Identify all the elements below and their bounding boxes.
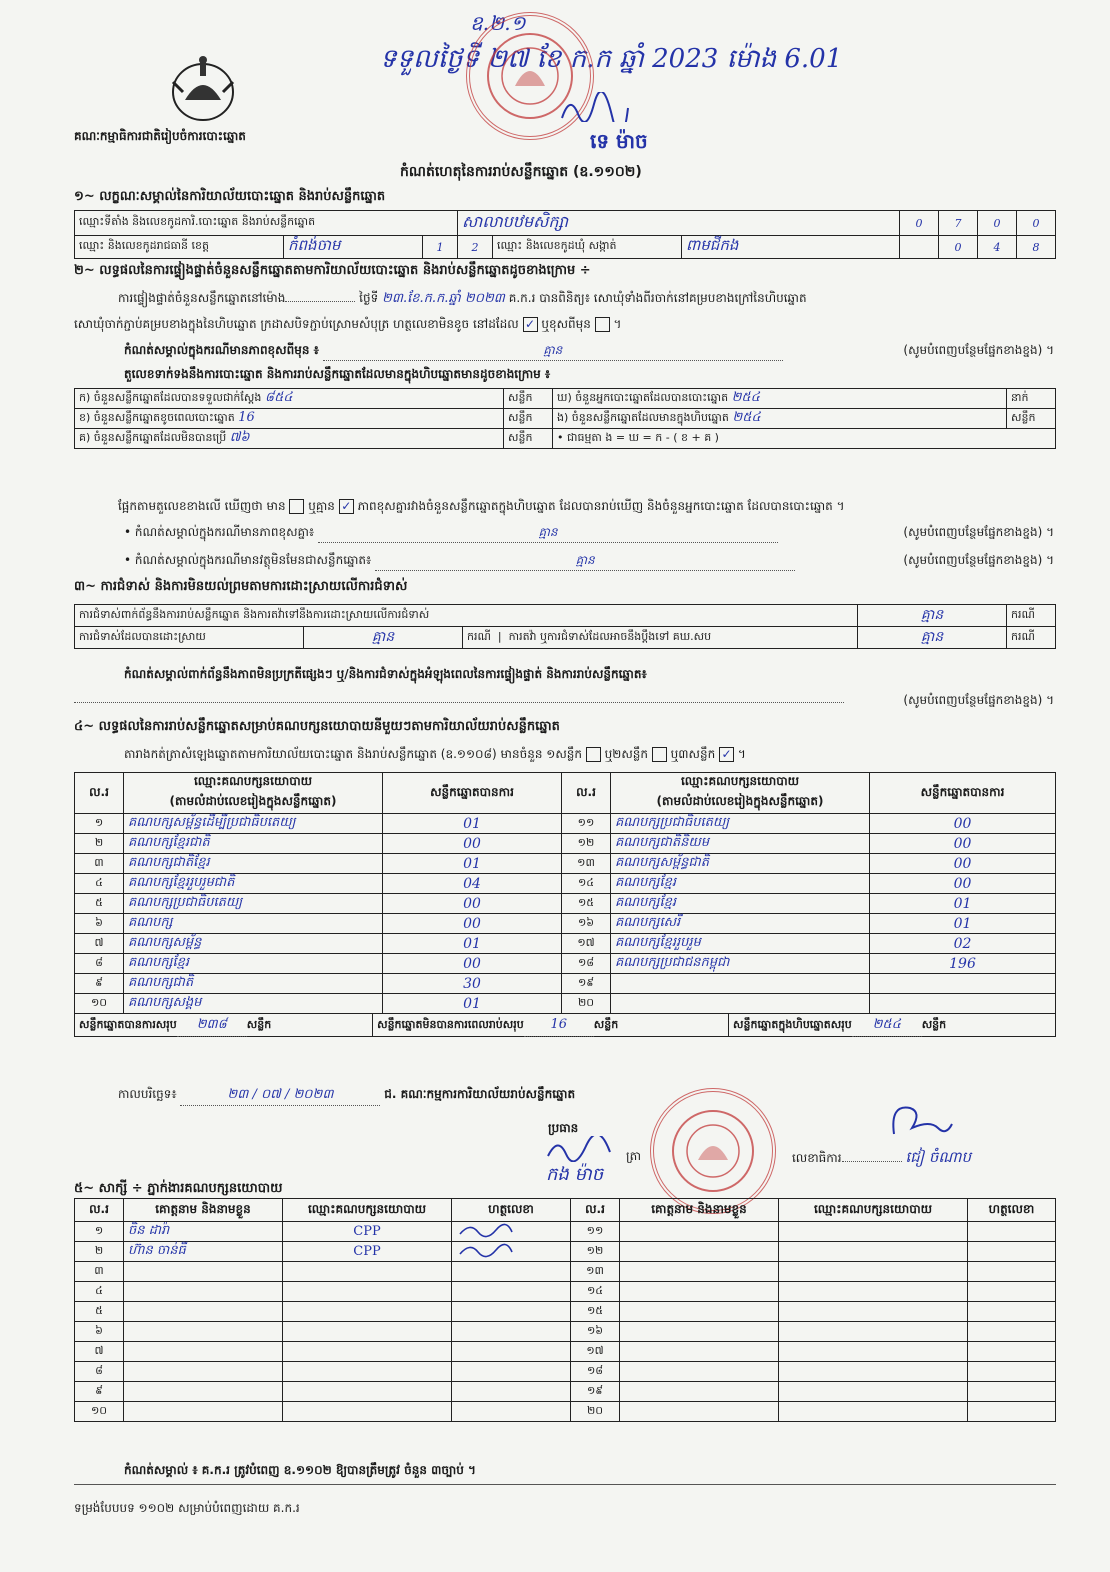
witness-signature [452,1322,571,1342]
witness-party [283,1342,452,1362]
witness-party [779,1302,968,1322]
compare-text-end: ភាពខុសគ្នារវាងចំនួនសន្លឹកឆ្នោតក្នុងហិបឆ្នោត ដែលបានរាប់ឃើញ និងចំនួនអ្នកបោះឆ្នោត ដែលបានបោះឆ្នោត ។ [357,499,845,513]
col-no: ល.រ [571,1199,620,1222]
witness-signature [968,1362,1056,1382]
emblem-icon [163,52,243,126]
witness-row [75,1362,1056,1382]
note2-label: • កំណត់សម្គាល់ក្នុងករណីមានភាពខុសគ្នា៖ [124,525,315,539]
party-name: គណបក្សខ្មែររួបរួម [611,934,870,954]
party-row [75,994,1056,1014]
changed-checkbox[interactable] [595,317,610,332]
witness-signature [452,1402,571,1422]
witness-party [779,1222,968,1242]
count-unit: នាក់ [1007,389,1056,409]
party-name: គណបក្សសម្ព័ន្ធ [124,934,383,954]
witness-signature [452,1382,571,1402]
row-number: ១៥ [571,1302,620,1322]
row-number: ១៦ [571,1322,620,1342]
party-row [75,934,1056,954]
count-unit: សន្លឹក [1007,409,1056,429]
resolved-label: ការជំទាស់ដែលបានដោះស្រាយ [75,627,304,649]
counts-table [74,388,1056,449]
secretary-name: ជៀ ចំណាប [905,1148,971,1166]
col-sign: ហត្ថលេខា [452,1199,571,1222]
party-name: គណបក្សខ្មែរ [611,894,870,914]
witness-name [620,1282,779,1302]
witness-name [620,1342,779,1362]
location-value: សាលាបឋមសិក្សា [458,211,900,236]
fill-hint: (សូមបំពេញបន្ថែមផ្នែកខាងខ្នង) ។ [903,553,1054,567]
party-votes: 01 [383,934,562,954]
row-number: ៣ [75,1262,124,1282]
party-votes: 00 [383,834,562,854]
count-value: ២៥៤ [732,410,761,425]
resolved-unit: ករណី [467,629,491,643]
total-invalid-label: សន្លឹកឆ្នោតមិនបានការពេលរាប់សរុប [377,1018,524,1031]
note2-value: គ្មាន [318,524,778,543]
witness-party [283,1282,452,1302]
party-row [75,954,1056,974]
col-party: ឈ្មោះគណបក្សនយោបាយ [283,1199,452,1222]
col-no: ល.រ [75,773,124,814]
witness-signature [968,1322,1056,1342]
has-difference-checkbox[interactable] [289,499,304,514]
total-valid-unit: សន្លឹក [246,1018,272,1031]
count-label: ង) ចំនួនសន្លឹកឆ្នោតដែលមានក្នុងហិបឆ្នោត [557,411,729,424]
witness-row [75,1302,1056,1322]
location-code-digit: 0 [900,211,939,236]
witness-name [620,1242,779,1262]
party-name: គណបក្សខ្មែរជាតិ [124,834,383,854]
witness-party [779,1402,968,1422]
row-number: ១១ [571,1222,620,1242]
note2 [124,524,1054,543]
chair-label: ប្រធាន [548,1121,579,1135]
party-votes: 01 [383,994,562,1014]
party-votes: 04 [383,874,562,894]
count-unit: សន្លឹក [504,409,553,429]
para2-or: ឬខុសពីមុន [541,317,591,331]
party-votes: 01 [383,814,562,834]
party-row [75,834,1056,854]
count-value: ៨៥៤ [264,390,293,405]
counts-intro: តួលេខទាក់ទងនឹងការបោះឆ្នោត និងការរាប់សន្លឹកឆ្នោតដែលមានក្នុងហិបឆ្នោតមានដូចខាងក្រោម ៖ [124,367,551,381]
col-party-sub: (តាមលំដាប់លេខរៀងក្នុងសន្លឹកឆ្នោត) [611,791,870,814]
row-number: ២០ [571,1402,620,1422]
witness-party [779,1262,968,1282]
party-name: គណបក្សប្រជាធិបតេយ្យ [124,894,383,914]
witness-row [75,1402,1056,1422]
party-votes [870,994,1056,1014]
row-number: ៧ [75,934,124,954]
party-name: គណបក្សជាតិនិយម [611,834,870,854]
row-number: ៤ [75,1282,124,1302]
row-number: ២០ [562,994,611,1014]
sheets-line: តារាងកត់ត្រាសំឡេងឆ្នោតតាមការិយាល័យបោះឆ្នោត និងរាប់សន្លឹកឆ្នោត (ឧ.១១០៨) មានចំនួន ១សន្លឹក ឬ២សន្លឹក ឬ៣សន្លឹក ✓ ។ [124,747,746,761]
party-name: គណបក្សខ្មែរ [124,954,383,974]
para2-text: សោឃុំចាក់ភ្ជាប់គម្របខាងក្នុងនៃហិបឆ្នោត ក្រដាសបិទភ្ជាប់ស្រោមសំបុត្រ ហត្ថលេខាមិនខូច នៅដដែល [74,317,519,331]
location-label: ឈ្មោះទីតាំង និងលេខកូដការិ.បោះឆ្នោត និងរាប់សន្លឹកឆ្នោត [75,211,458,236]
row-number: ១៤ [571,1282,620,1302]
witness-signature [968,1402,1056,1422]
witness-party [779,1342,968,1362]
row-number: ៦ [75,1322,124,1342]
witness-name [620,1362,779,1382]
witness-signature [968,1222,1056,1242]
party-votes: 30 [383,974,562,994]
row-number: ៨ [75,954,124,974]
witness-row [75,1282,1056,1302]
witness-signature [452,1302,571,1322]
party-name: គណបក្សសម្ព័ន្ធជាតិ [611,854,870,874]
witness-party [283,1302,452,1322]
witness-row [75,1382,1056,1402]
row-number: ១៣ [562,854,611,874]
party-votes: 01 [870,894,1056,914]
col-name: គោត្តនាម និងនាមខ្លួន [620,1199,779,1222]
witness-signature [968,1282,1056,1302]
seal-label: ត្រា [626,1149,641,1163]
receiver-name: ទេ ម៉ាច [590,129,648,153]
registry-number: ឧ.២.១ [470,11,526,35]
secretary-line [792,1148,1052,1170]
party-name: គណបក្សជាតិ [124,974,383,994]
row-number: ១៩ [571,1382,620,1402]
party-name: គណបក្សជាតិខ្មែរ [124,854,383,874]
witness-party [779,1382,968,1402]
col-sign: ហត្ថលេខា [968,1199,1056,1222]
commune-code-digit: 4 [978,236,1017,259]
footer-rule [74,1484,1056,1485]
appeal-unit: ករណី [1007,627,1056,649]
party-name: គណបក្ស [124,914,383,934]
party-row [75,914,1056,934]
count-value: ២៥៤ [731,390,760,405]
location-code-digit: 0 [978,211,1017,236]
witness-signature [452,1262,571,1282]
two-sheets-label: ឬ២សន្លឹក [604,747,649,761]
count-value: ៧៦ [229,430,250,445]
col-name: គោត្តនាម និងនាមខ្លួន [124,1199,283,1222]
objection-table [74,604,1056,649]
party-votes: 00 [383,894,562,914]
row-number: ១៥ [562,894,611,914]
witness-name [620,1382,779,1402]
witness-party [283,1262,452,1282]
witness-signature [968,1262,1056,1282]
section1-table [74,210,1056,259]
witness-party [779,1322,968,1342]
location-code-digit: 7 [939,211,978,236]
count-value: 16 [238,410,255,425]
three-sheets-label: ឬ៣សន្លឹក [670,747,716,761]
objection-unit: ករណី [1007,605,1056,627]
row-number: ៤ [75,874,124,894]
witness-signature [452,1222,571,1242]
witness-name [124,1382,283,1402]
party-row [75,854,1056,874]
party-row [75,974,1056,994]
note3-label: • កំណត់សម្គាល់ក្នុងករណីមានវត្ថុមិនមែនជាសន្លឹកឆ្នោត៖ [124,553,372,567]
note3 [124,552,1054,571]
party-votes: 01 [383,854,562,874]
count-label: ក) ចំនួនសន្លឹកឆ្នោតដែលបានទទួលជាក់ស្តែង [79,391,262,404]
witness-name [620,1262,779,1282]
party-name: គណបក្សខ្មែររួបរួមជាតិ [124,874,383,894]
witness-name [124,1262,283,1282]
row-number: ២ [75,1242,124,1262]
row-number: ៦ [75,914,124,934]
section3-note-label: កំណត់សម្គាល់ពាក់ព័ន្ធនឹងភាពមិនប្រក្រតីផ្សេងៗ ឬ/និងការជំទាស់ក្នុងអំឡុងពេលនៃការផ្ទៀងផ្ទាត់ និងការរាប់សន្លឹកឆ្នោត៖ [124,667,647,681]
col-votes: សន្លឹកឆ្នោតបានការ [870,773,1056,814]
row-number: ៥ [75,894,124,914]
row-number: ១ [75,814,124,834]
row-number: ៩ [75,1382,124,1402]
party-name [611,994,870,1014]
no-difference-checkbox[interactable]: ✓ [339,499,354,514]
row-number: ៩ [75,974,124,994]
secretary-signature [886,1098,956,1146]
count-unit: សន្លឹក [504,429,553,449]
row-number: ១៨ [571,1362,620,1382]
commune-code-digit: 0 [939,236,978,259]
note1 [124,342,1054,361]
province-code-digit: 1 [423,236,458,259]
party-name: គណបក្សខ្មែរ [611,874,870,894]
commune-code-digit: 8 [1017,236,1056,259]
witness-signature [968,1302,1056,1322]
objection-label: ការជំទាស់ពាក់ព័ន្ធនឹងការរាប់សន្លឹកឆ្នោត និងការតវ៉ាទៅនឹងការដោះស្រាយលើការជំទាស់ [75,605,858,627]
note3-value: គ្មាន [375,552,795,571]
compare-line [118,498,1058,516]
row-number: ៧ [75,1342,124,1362]
row-number: ១៧ [571,1342,620,1362]
received-note: ទទួលថ្ងៃទី ២៧ ខែ ក.ក ឆ្នាំ 2023 ម៉ោង 6.01 [380,44,843,74]
witness-name [124,1302,283,1322]
party-votes [870,974,1056,994]
witness-signature [968,1242,1056,1262]
count-unit: សន្លឹក [504,389,553,409]
row-number: ២ [75,834,124,854]
witness-name [620,1302,779,1322]
para1-date: ២៣.ខែ.ក.ក.ឆ្នាំ ២០២៣ [382,291,505,306]
section5-heading: ៥~ សាក្សី ÷ ភ្នាក់ងារគណបក្សនយោបាយ [74,1181,283,1196]
witness-signature [452,1362,571,1382]
two-sheets-checkbox[interactable] [652,747,667,762]
party-name: គណបក្សសង្គម [124,994,383,1014]
witness-party [283,1362,452,1382]
witness-signature [452,1282,571,1302]
party-row [75,894,1056,914]
row-number: ៥ [75,1302,124,1322]
para1-day-label: ថ្ងៃទី [359,291,379,305]
col-party: ឈ្មោះគណបក្សនយោបាយ [611,773,870,792]
chair-name: កង ម៉ាច [546,1164,604,1185]
row-number: ១២ [562,834,611,854]
total-invalid-value: 16 [524,1014,594,1037]
col-party: ឈ្មោះគណបក្សនយោបាយ [124,773,383,792]
col-no: ល.រ [75,1199,124,1222]
three-sheets-checkbox[interactable]: ✓ [719,747,734,762]
row-number: ១៤ [562,874,611,894]
row-number: ៣ [75,854,124,874]
witness-row [75,1342,1056,1362]
resolved-value: គ្មាន [304,627,463,649]
party-name [611,974,870,994]
province-code-digit: 2 [458,236,493,259]
witness-name [620,1402,779,1422]
totals-row [75,1014,1056,1037]
total-valid-label: សន្លឹកឆ្នោតបានការសរុប [79,1018,177,1031]
section3-note-line [74,692,1054,710]
witness-name [124,1282,283,1302]
witness-party [779,1242,968,1262]
count-label: ខ) ចំនួនសន្លឹកឆ្នោតខូចពេលបោះឆ្នោត [79,411,235,424]
unchanged-checkbox[interactable]: ✓ [523,317,538,332]
total-box-label: សន្លឹកឆ្នោតក្នុងហិបឆ្នោតសរុប [733,1018,852,1031]
party-votes: 02 [870,934,1056,954]
form-title: កំណត់ហេតុនៃការរាប់សន្លឹកឆ្នោត (ឧ.១១០២) [400,164,642,180]
row-number: ១០ [75,1402,124,1422]
witness-name [124,1322,283,1342]
witness-party [283,1382,452,1402]
total-box-unit: សន្លឹក [921,1018,947,1031]
date-label: កាលបរិច្ឆេទ៖ [118,1087,177,1101]
witness-party [283,1402,452,1422]
total-invalid-unit: សន្លឹក [593,1018,619,1031]
witness-row [75,1322,1056,1342]
row-number: ១៣ [571,1262,620,1282]
witness-table [74,1198,1056,1422]
para1-text-end: គ.ក.រ បានពិនិត្យ៖ សោឃុំទាំងពីរចាក់នៅគម្របខាងក្រៅនៃហិបឆ្នោត [508,291,807,305]
witness-row [75,1242,1056,1262]
committee-label: ជ. គណៈកម្មការការិយាល័យរាប់សន្លឹកឆ្នោត [384,1087,576,1101]
party-name: គណបក្សប្រជាជនកម្ពុជា [611,954,870,974]
col-party: ឈ្មោះគណបក្សនយោបាយ [779,1199,968,1222]
date-value: ២៣ / ០៧ / ២០២៣ [180,1086,380,1106]
commission-name: គណៈកម្មាធិការជាតិរៀបចំការបោះឆ្នោត [74,129,246,143]
section1-heading: ១~ លក្ខណៈសម្គាល់នៃការិយាល័យបោះឆ្នោត និងរាប់សន្លឹកឆ្នោត [74,189,386,204]
party-votes: 00 [870,854,1056,874]
col-no: ល.រ [562,773,611,814]
footer-form-label: ទម្រង់បែបបទ ១១០២ សម្រាប់បំពេញដោយ គ.ក.រ [74,1501,300,1515]
appeal-value: គ្មាន [858,627,1007,649]
party-votes: 00 [870,834,1056,854]
witness-row [75,1262,1056,1282]
commune-value: ពាមជីកង [682,236,900,259]
province-label: ឈ្មោះ និងលេខកូដរាជធានី ខេត្ត [75,236,284,259]
para1-text: ការផ្ទៀងផ្ទាត់ចំនួនសន្លឹកឆ្នោតនៅម៉ោង [118,291,286,305]
row-number: ១២ [571,1242,620,1262]
witness-name [124,1402,283,1422]
province-value: កំពង់ចាម [284,236,423,259]
witness-party [779,1282,968,1302]
one-sheet-checkbox[interactable] [586,747,601,762]
row-number: ១០ [75,994,124,1014]
row-number: ១៧ [562,934,611,954]
witness-signature [452,1242,571,1262]
witness-name [124,1342,283,1362]
witness-party: CPP [283,1242,452,1262]
witness-name: ចិន ដារ៉ា [124,1222,283,1242]
party-votes: 00 [870,814,1056,834]
row-number: ៨ [75,1362,124,1382]
witness-signature [452,1342,571,1362]
note1-value: គ្មាន [323,342,783,361]
count-label: គ) ចំនួនសន្លឹកឆ្នោតដែលមិនបានប្រើ [79,431,227,444]
witness-party: CPP [283,1222,452,1242]
total-box-value: ២៥៤ [852,1014,922,1037]
witness-name [620,1322,779,1342]
party-name: គណបក្សសេរី [611,914,870,934]
witness-signature [968,1342,1056,1362]
witness-signature [968,1382,1056,1402]
party-results-table [74,772,1056,1037]
witness-party [283,1322,452,1342]
section2-para1 [118,290,1058,309]
party-votes: 00 [383,914,562,934]
col-votes: សន្លឹកឆ្នោតបានការ [383,773,562,814]
witness-party [779,1362,968,1382]
committee-seal-icon [650,1088,776,1214]
formula: • ជាធម្មតា ង = ឃ = ក - ( ខ + គ ) [553,429,1056,449]
sheets-intro: តារាងកត់ត្រាសំឡេងឆ្នោតតាមការិយាល័យបោះឆ្នោត និងរាប់សន្លឹកឆ្នោត (ឧ.១១០៨) មានចំនួន ១សន្លឹក [124,747,582,761]
location-code-digit: 0 [1017,211,1056,236]
row-number: ១៦ [562,914,611,934]
receiver-signature [560,92,630,126]
witness-name [620,1222,779,1242]
row-number: ១៩ [562,974,611,994]
appeal-cell: ករណី | ការតវ៉ា ឬការជំទាស់ដែលអាចនឹងប្តឹងទៅ គឃ.សប [463,627,858,649]
footnote: កំណត់សម្គាល់ ៖ គ.ក.រ ត្រូវបំពេញ ឧ.១១០២ ឱ្យបានត្រឹមត្រូវ ចំនួន ៣ច្បាប់ ។ [124,1463,476,1477]
row-number: ១ [75,1222,124,1242]
witness-name: ហ៊ាន ចាន់ធី [124,1242,283,1262]
party-name: គណបក្សប្រជាធិបតេយ្យ [611,814,870,834]
compare-text: ផ្អែកតាមតួលេខខាងលើ ឃើញថា មាន [118,499,286,513]
row-number: ១៨ [562,954,611,974]
secretary-label: លេខាធិការ [792,1151,842,1165]
section2-heading: ២~ លទ្ធផលនៃការផ្ទៀងផ្ទាត់ចំនួនសន្លឹកឆ្នោតតាមការិយាល័យបោះឆ្នោត និងរាប់សន្លឹកឆ្នោតដូចខាងក្រោម ÷ [74,263,591,278]
commune-label: ឈ្មោះ និងលេខកូដឃុំ សង្កាត់ [493,236,682,259]
note1-label: កំណត់សម្គាល់ក្នុងករណីមានភាពខុសពីមុន ៖ [124,343,319,357]
witness-row [75,1222,1056,1242]
party-votes: 196 [870,954,1056,974]
appeal-label: ការតវ៉ា ឬការជំទាស់ដែលអាចនឹងប្តឹងទៅ គឃ.សប [508,629,712,643]
party-votes: 00 [870,874,1056,894]
party-row [75,874,1056,894]
witness-name [124,1362,283,1382]
section3-note [124,666,1054,684]
fill-hint: (សូមបំពេញបន្ថែមផ្នែកខាងខ្នង) ។ [903,525,1054,539]
party-row [75,814,1056,834]
party-name: គណបក្សសម្ព័ន្ធដើម្បីប្រជាធិបតេយ្យ [124,814,383,834]
party-votes: 00 [383,954,562,974]
fill-hint: (សូមបំពេញបន្ថែមផ្នែកខាងខ្នង) ។ [903,693,1054,707]
section4-heading: ៤~ លទ្ធផលនៃការរាប់សន្លឹកឆ្នោតសម្រាប់គណបក្សនយោបាយនីមួយៗតាមការិយាល័យរាប់សន្លឹកឆ្នោត [74,719,560,734]
col-party-sub: (តាមលំដាប់លេខរៀងក្នុងសន្លឹកឆ្នោត) [124,791,383,814]
total-valid-value: ២៣៨ [177,1014,247,1037]
compare-or: ឬគ្មាន [308,499,335,513]
section3-heading: ៣~ ការជំទាស់ និងការមិនយល់ព្រមតាមការដោះស្រាយលើការជំទាស់ [74,579,408,594]
row-number: ១១ [562,814,611,834]
count-label: ឃ) ចំនួនអ្នកបោះឆ្នោតដែលបានបោះឆ្នោត [557,391,729,404]
fill-hint: (សូមបំពេញបន្ថែមផ្នែកខាងខ្នង) ។ [903,343,1054,357]
section2-para2: សោឃុំចាក់ភ្ជាប់គម្របខាងក្នុងនៃហិបឆ្នោត ក្រដាសបិទភ្ជាប់ស្រោមសំបុត្រ ហត្ថលេខាមិនខូច នៅដដែល ✓ ឬខុសពីមុន ។ [74,317,622,331]
objection-value: គ្មាន [858,605,1007,627]
party-votes: 01 [870,914,1056,934]
